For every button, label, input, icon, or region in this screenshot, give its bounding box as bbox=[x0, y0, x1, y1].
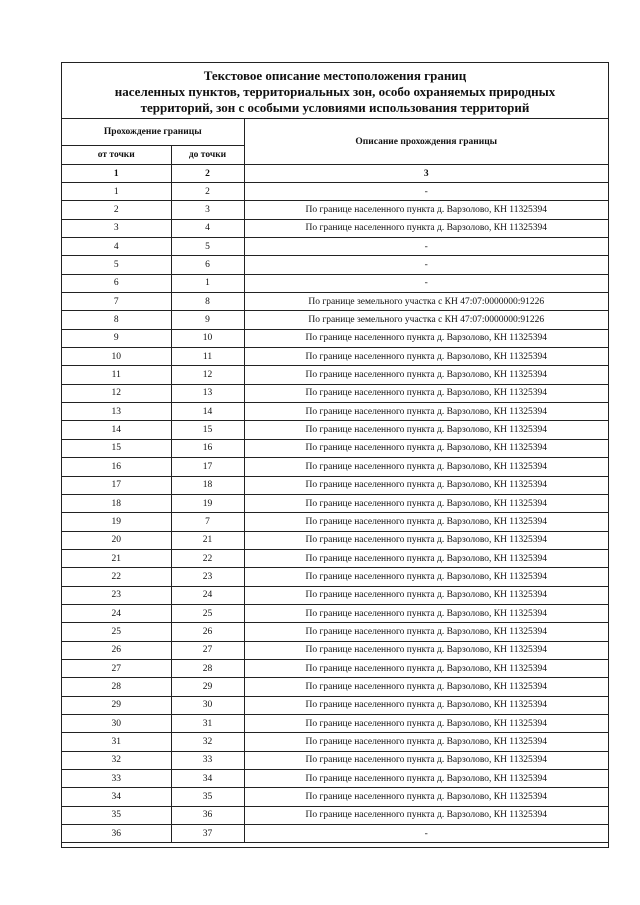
cell-to-point: 26 bbox=[171, 623, 244, 641]
table-row bbox=[62, 183, 608, 201]
cell-description: По границе населенного пункта д. Варзолово, КН 11325394 bbox=[244, 384, 608, 402]
cell-from-point: 23 bbox=[62, 586, 171, 604]
cell-from-point: 5 bbox=[62, 256, 171, 274]
cell-from-point: 13 bbox=[62, 403, 171, 421]
cell-to-point: 37 bbox=[171, 825, 244, 843]
cell-from-point: 14 bbox=[62, 421, 171, 439]
cell-from-point: 21 bbox=[62, 549, 171, 567]
cell-description: По границе населенного пункта д. Варзолово, КН 11325394 bbox=[244, 201, 608, 219]
cell-description: По границе населенного пункта д. Варзолово, КН 11325394 bbox=[244, 403, 608, 421]
cell-from-point: 33 bbox=[62, 770, 171, 788]
cell-to-point: 10 bbox=[171, 329, 244, 347]
cell-to-point: 18 bbox=[171, 476, 244, 494]
cell-to-point: 7 bbox=[171, 513, 244, 531]
cell-to-point: 17 bbox=[171, 458, 244, 476]
cell-from-point: 9 bbox=[62, 329, 171, 347]
cell-description: По границе населенного пункта д. Варзолово, КН 11325394 bbox=[244, 568, 608, 586]
cell-to-point: 3 bbox=[171, 201, 244, 219]
cell-description: По границе населенного пункта д. Варзолово, КН 11325394 bbox=[244, 513, 608, 531]
table-row bbox=[62, 403, 608, 421]
table-row bbox=[62, 219, 608, 237]
cell-from-point: 12 bbox=[62, 384, 171, 402]
cell-to-point: 8 bbox=[171, 293, 244, 311]
cell-from-point: 29 bbox=[62, 696, 171, 714]
cell-from-point: 3 bbox=[62, 219, 171, 237]
cell-from-point: 25 bbox=[62, 623, 171, 641]
title-line: населенных пунктов, территориальных зон, особо охраняемых природных bbox=[114, 84, 556, 99]
table-row bbox=[62, 329, 608, 347]
header-number-to: 2 bbox=[171, 165, 244, 183]
cell-description: По границе населенного пункта д. Варзолово, КН 11325394 bbox=[244, 586, 608, 604]
table-row bbox=[62, 788, 608, 806]
cell-description: - bbox=[244, 238, 608, 256]
cell-to-point: 32 bbox=[171, 733, 244, 751]
cell-from-point: 15 bbox=[62, 439, 171, 457]
cell-from-point: 20 bbox=[62, 531, 171, 549]
cell-to-point: 12 bbox=[171, 366, 244, 384]
table-row bbox=[62, 696, 608, 714]
table-row bbox=[62, 751, 608, 769]
table-row bbox=[62, 311, 608, 329]
cell-to-point: 31 bbox=[171, 714, 244, 732]
document-title bbox=[62, 63, 608, 119]
cell-from-point: 16 bbox=[62, 458, 171, 476]
cell-description: По границе населенного пункта д. Варзолово, КН 11325394 bbox=[244, 494, 608, 512]
cell-to-point: 13 bbox=[171, 384, 244, 402]
cell-to-point: 28 bbox=[171, 659, 244, 677]
cell-to-point: 16 bbox=[171, 439, 244, 457]
cell-description: По границе населенного пункта д. Варзолово, КН 11325394 bbox=[244, 641, 608, 659]
cell-from-point: 31 bbox=[62, 733, 171, 751]
cell-description: По границе населенного пункта д. Варзолово, КН 11325394 bbox=[244, 458, 608, 476]
cell-to-point: 33 bbox=[171, 751, 244, 769]
cell-description: По границе населенного пункта д. Варзолово, КН 11325394 bbox=[244, 348, 608, 366]
table-row bbox=[62, 256, 608, 274]
table-row bbox=[62, 366, 608, 384]
cell-to-point: 9 bbox=[171, 311, 244, 329]
cell-description: По границе населенного пункта д. Варзолово, КН 11325394 bbox=[244, 549, 608, 567]
table-row bbox=[62, 201, 608, 219]
table-row bbox=[62, 421, 608, 439]
cell-from-point: 35 bbox=[62, 806, 171, 824]
cell-from-point: 6 bbox=[62, 274, 171, 292]
table-row bbox=[62, 238, 608, 256]
table-row bbox=[62, 568, 608, 586]
cell-description: По границе населенного пункта д. Варзолово, КН 11325394 bbox=[244, 439, 608, 457]
table-row bbox=[62, 678, 608, 696]
table-row bbox=[62, 806, 608, 824]
cell-from-point: 18 bbox=[62, 494, 171, 512]
table-row bbox=[62, 623, 608, 641]
table-row bbox=[62, 293, 608, 311]
title-line: территорий, зон с особыми условиями использования территорий bbox=[140, 100, 530, 115]
cell-from-point: 34 bbox=[62, 788, 171, 806]
table-row bbox=[62, 476, 608, 494]
table-row bbox=[62, 604, 608, 622]
cell-from-point: 17 bbox=[62, 476, 171, 494]
cell-to-point: 14 bbox=[171, 403, 244, 421]
cell-to-point: 27 bbox=[171, 641, 244, 659]
title-line: Текстовое описание местоположения границ bbox=[203, 68, 467, 83]
cell-from-point: 28 bbox=[62, 678, 171, 696]
cell-description: По границе населенного пункта д. Варзолово, КН 11325394 bbox=[244, 733, 608, 751]
header-number-from: 1 bbox=[62, 165, 171, 183]
cell-from-point: 27 bbox=[62, 659, 171, 677]
cell-to-point: 5 bbox=[171, 238, 244, 256]
cell-description: По границе населенного пункта д. Варзолово, КН 11325394 bbox=[244, 788, 608, 806]
cell-to-point: 29 bbox=[171, 678, 244, 696]
cell-description: По границе земельного участка с КН 47:07:0000000:91226 bbox=[244, 293, 608, 311]
header-number-description: 3 bbox=[244, 165, 608, 183]
table-body bbox=[62, 183, 608, 843]
cell-to-point: 21 bbox=[171, 531, 244, 549]
table-row bbox=[62, 659, 608, 677]
cell-description: По границе населенного пункта д. Варзолово, КН 11325394 bbox=[244, 531, 608, 549]
table-row bbox=[62, 586, 608, 604]
cell-from-point: 7 bbox=[62, 293, 171, 311]
cell-to-point: 11 bbox=[171, 348, 244, 366]
header-from-point: от точки bbox=[62, 146, 171, 165]
cell-description: По границе населенного пункта д. Варзолово, КН 11325394 bbox=[244, 476, 608, 494]
cell-from-point: 22 bbox=[62, 568, 171, 586]
table-row bbox=[62, 274, 608, 292]
cell-to-point: 24 bbox=[171, 586, 244, 604]
cell-to-point: 34 bbox=[171, 770, 244, 788]
cell-from-point: 2 bbox=[62, 201, 171, 219]
cell-description: По границе земельного участка с КН 47:07:0000000:91226 bbox=[244, 311, 608, 329]
cell-to-point: 23 bbox=[171, 568, 244, 586]
cell-description: По границе населенного пункта д. Варзолово, КН 11325394 bbox=[244, 623, 608, 641]
table-row bbox=[62, 458, 608, 476]
table-row bbox=[62, 531, 608, 549]
cell-description: По границе населенного пункта д. Варзолово, КН 11325394 bbox=[244, 604, 608, 622]
cell-from-point: 8 bbox=[62, 311, 171, 329]
boundary-description-document bbox=[61, 62, 609, 848]
cell-description: По границе населенного пункта д. Варзолово, КН 11325394 bbox=[244, 366, 608, 384]
cell-description: - bbox=[244, 274, 608, 292]
cell-from-point: 24 bbox=[62, 604, 171, 622]
cell-description: По границе населенного пункта д. Варзолово, КН 11325394 bbox=[244, 770, 608, 788]
cell-to-point: 6 bbox=[171, 256, 244, 274]
cell-description: По границе населенного пункта д. Варзолово, КН 11325394 bbox=[244, 714, 608, 732]
table-row bbox=[62, 825, 608, 843]
cell-from-point: 19 bbox=[62, 513, 171, 531]
cell-from-point: 36 bbox=[62, 825, 171, 843]
header-to-point: до точки bbox=[171, 146, 244, 165]
table-row bbox=[62, 714, 608, 732]
cell-to-point: 15 bbox=[171, 421, 244, 439]
table-row bbox=[62, 770, 608, 788]
cell-description: По границе населенного пункта д. Варзолово, КН 11325394 bbox=[244, 329, 608, 347]
cell-description: По границе населенного пункта д. Варзолово, КН 11325394 bbox=[244, 751, 608, 769]
header-boundary-passage: Прохождение границы bbox=[62, 119, 244, 146]
cell-to-point: 19 bbox=[171, 494, 244, 512]
cell-description: По границе населенного пункта д. Варзолово, КН 11325394 bbox=[244, 659, 608, 677]
header-description: Описание прохождения границы bbox=[244, 119, 608, 165]
table-row bbox=[62, 439, 608, 457]
cell-from-point: 30 bbox=[62, 714, 171, 732]
cell-from-point: 26 bbox=[62, 641, 171, 659]
cell-to-point: 35 bbox=[171, 788, 244, 806]
table-row bbox=[62, 513, 608, 531]
cell-to-point: 1 bbox=[171, 274, 244, 292]
table-row bbox=[62, 494, 608, 512]
cell-from-point: 10 bbox=[62, 348, 171, 366]
cell-to-point: 4 bbox=[171, 219, 244, 237]
cell-to-point: 36 bbox=[171, 806, 244, 824]
boundary-table bbox=[62, 119, 608, 843]
cell-from-point: 11 bbox=[62, 366, 171, 384]
table-row bbox=[62, 549, 608, 567]
cell-from-point: 1 bbox=[62, 183, 171, 201]
cell-description: По границе населенного пункта д. Варзолово, КН 11325394 bbox=[244, 678, 608, 696]
cell-to-point: 30 bbox=[171, 696, 244, 714]
cell-description: По границе населенного пункта д. Варзолово, КН 11325394 bbox=[244, 219, 608, 237]
table-row bbox=[62, 348, 608, 366]
cell-description: По границе населенного пункта д. Варзолово, КН 11325394 bbox=[244, 806, 608, 824]
cell-description: - bbox=[244, 256, 608, 274]
cell-description: - bbox=[244, 183, 608, 201]
cell-to-point: 25 bbox=[171, 604, 244, 622]
cell-description: - bbox=[244, 825, 608, 843]
cell-description: По границе населенного пункта д. Варзолово, КН 11325394 bbox=[244, 421, 608, 439]
cell-to-point: 22 bbox=[171, 549, 244, 567]
table-row bbox=[62, 641, 608, 659]
table-row bbox=[62, 733, 608, 751]
cell-to-point: 2 bbox=[171, 183, 244, 201]
cell-from-point: 32 bbox=[62, 751, 171, 769]
cell-description: По границе населенного пункта д. Варзолово, КН 11325394 bbox=[244, 696, 608, 714]
table-row bbox=[62, 384, 608, 402]
cell-from-point: 4 bbox=[62, 238, 171, 256]
